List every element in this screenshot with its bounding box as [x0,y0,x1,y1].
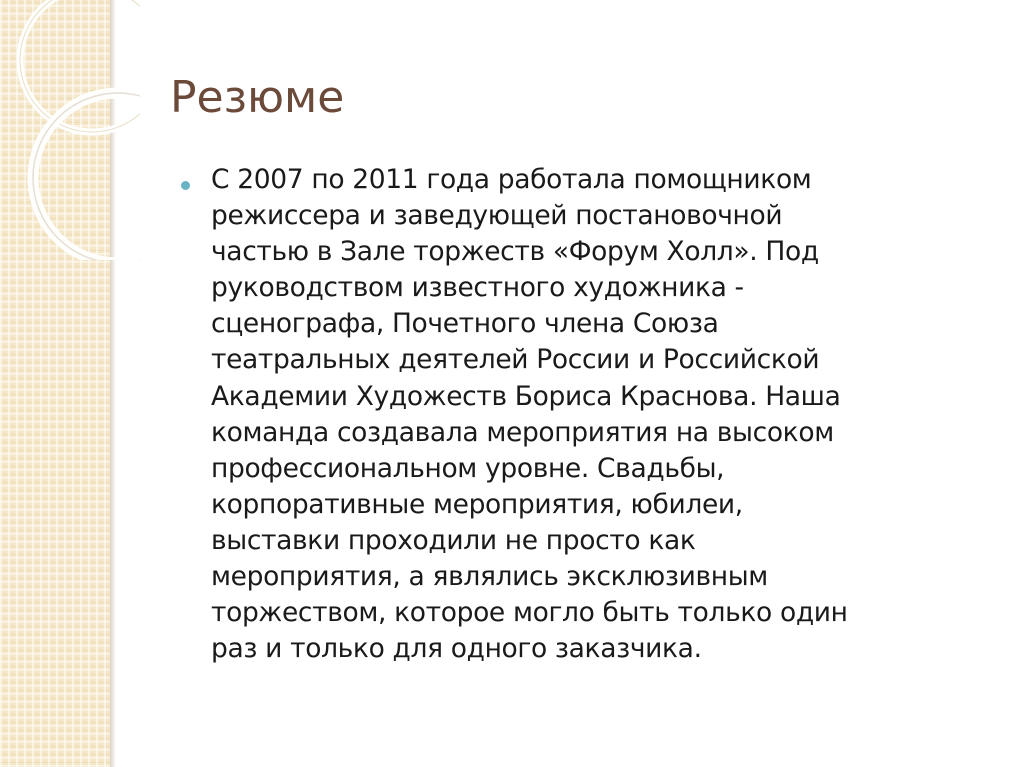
body-line: корпоративные мероприятия, юбилеи, [211,488,743,520]
body-line: театральных деятелей России и Российской [211,344,820,376]
body-line: Академии Художеств Бориса Краснова. Наша [211,380,841,412]
body-line: выставки проходили не просто как [211,524,696,556]
slide-title: Резюме [170,72,345,123]
body-line: профессиональном уровне. Свадьбы, [211,452,725,484]
body-line: команда создавала мероприятия на высоком [211,416,834,448]
decor-circle-top [20,0,140,132]
body-line: раз и только для одного заказчика. [211,633,702,665]
bullet-dot [181,181,190,190]
body-line: торжеством, которое могло быть только один [211,597,848,629]
body-line: руководством известного художника - [211,272,744,304]
body-line: сценографа, Почетного члена Союза [211,308,719,340]
slide-body-text [211,162,986,667]
body-line: мероприятия, а являлись эксклюзивным [211,561,768,593]
body-line: С 2007 по 2011 года работала помощником [211,164,812,195]
body-line: режиссера и заведующей постановочной [211,200,783,232]
body-line: частью в Зале торжеств «Форум Холл». Под [211,236,819,268]
decorative-circles [0,0,140,260]
